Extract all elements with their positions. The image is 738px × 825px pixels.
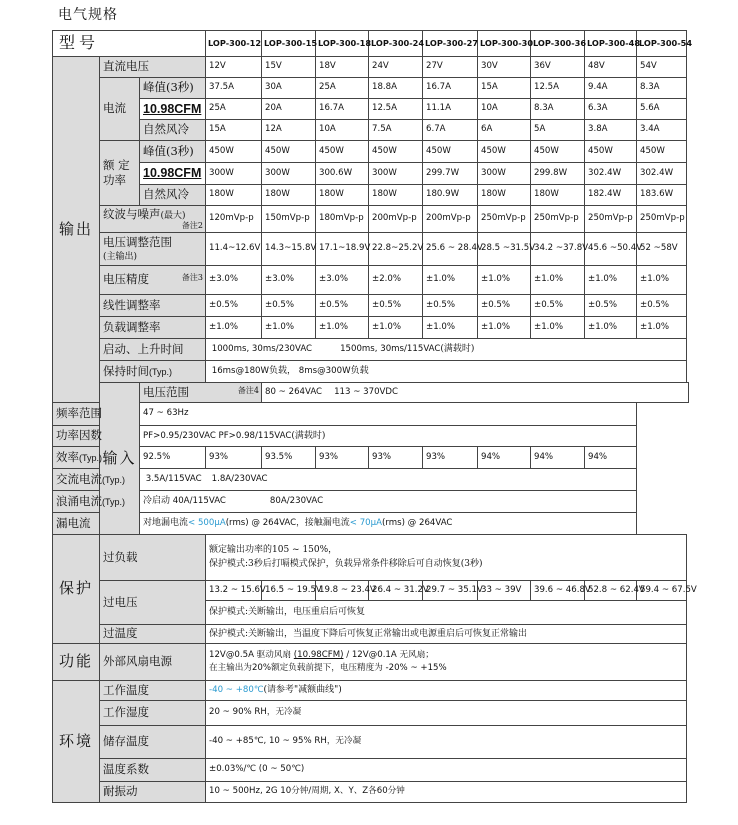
cell: 25.6 ~ 28.4V	[423, 233, 478, 266]
fan-line-1b: (10.98CFM)	[293, 650, 344, 661]
row-label: 启动、上升时间	[100, 339, 206, 361]
cell: 8.3A	[531, 99, 585, 120]
row-label	[100, 233, 206, 266]
leakage-p1: 对地漏电流	[143, 518, 189, 529]
row-label: 线性调整率	[100, 295, 206, 317]
cell: 450W	[423, 141, 478, 163]
cell: 94%	[531, 447, 585, 469]
cell: 183.6W	[637, 185, 687, 206]
cell: 15A	[478, 78, 531, 99]
cell: 16.7A	[423, 78, 478, 99]
cell: 12.5A	[531, 78, 585, 99]
cell: 93%	[369, 447, 423, 469]
work-humidity-value: 20 ~ 90% RH，无冷凝	[206, 701, 687, 726]
vibration-row	[53, 782, 689, 803]
pf-v1b: (满载时)	[291, 430, 326, 441]
cell: ±0.5%	[531, 295, 585, 317]
cell: 450W	[206, 141, 262, 163]
ac-current-v2: 1.8A/230VAC	[211, 473, 268, 484]
cell: 250mVp-p	[531, 206, 585, 233]
model-name: LOP-300-15	[262, 31, 316, 57]
sub-label: 自然风冷	[140, 120, 206, 141]
accuracy-label: 电压精度	[103, 272, 149, 287]
sub-label	[140, 163, 206, 185]
cell: 180W	[531, 185, 585, 206]
freq-range-row	[53, 403, 689, 426]
pf-value	[140, 426, 637, 447]
model-name: LOP-300-18	[316, 31, 369, 57]
load-reg-row	[53, 317, 689, 339]
fan-row	[53, 644, 689, 681]
fan-line-1a: 12V@0.5A 驱动风扇	[209, 650, 292, 661]
cell: 94%	[478, 447, 531, 469]
rise-time-row	[53, 339, 689, 361]
inrush-v1: 40A/115VAC	[172, 496, 226, 507]
cell: ±1.0%	[206, 317, 262, 339]
cfm-label: 10.98CFM	[143, 166, 202, 181]
note-4: 备注4	[237, 385, 259, 395]
leakage-p3: 接触漏电流	[304, 518, 350, 529]
cell: 37.5A	[206, 78, 262, 99]
cell: 54V	[637, 57, 687, 78]
fan-value	[206, 644, 687, 681]
rated-power-label	[100, 141, 140, 206]
cell: 11.1A	[423, 99, 478, 120]
leakage-p4: (rms) @ 264VAC	[381, 518, 453, 529]
power-peak-row	[53, 141, 689, 163]
cell: 25A	[206, 99, 262, 120]
hold-time-value	[206, 361, 687, 383]
cell: 9.4A	[585, 78, 637, 99]
cell: 180W	[478, 185, 531, 206]
input-voltage-row	[53, 383, 689, 403]
cell: 450W	[637, 141, 687, 163]
cell: 450W	[531, 141, 585, 163]
category-output: 输出	[53, 57, 100, 403]
inrush-v2: 80A/230VAC	[269, 496, 324, 507]
hold-time-row	[53, 361, 689, 383]
hold-time-v2b: 负载	[350, 366, 369, 377]
cell: 299.7W	[423, 163, 478, 185]
cell: 12.5A	[369, 99, 423, 120]
work-temp-note: (请参考"减额曲线")	[263, 685, 342, 696]
otp-value: 保护模式:关断输出，当温度下降后可恢复正常输出或电源重启后可恢复正常输出	[206, 625, 687, 644]
cell: 94%	[585, 447, 637, 469]
cell: 150mVp-p	[262, 206, 316, 233]
model-name: LOP-300-12	[206, 31, 262, 57]
ac-current-typ: (Typ.)	[102, 474, 126, 485]
model-name: LOP-300-48	[585, 31, 637, 57]
cell: 450W	[316, 141, 369, 163]
ac-current-label: 交流电流	[56, 471, 102, 486]
rated-power-label-3: 功率	[103, 173, 126, 187]
power-cfm-row	[53, 163, 689, 185]
leakage-value	[140, 513, 637, 535]
voltage-range-value	[262, 383, 689, 403]
row-label: 功率因数	[53, 426, 140, 447]
inrush-cold: 冷启动	[143, 496, 171, 507]
cell: 16.5 ~ 19.5V	[262, 581, 316, 601]
current-cfm-row	[53, 99, 689, 120]
cell: 36V	[531, 57, 585, 78]
cell: 20A	[262, 99, 316, 120]
inrush-row	[53, 491, 689, 513]
line-reg-row	[53, 295, 689, 317]
category-input: 输入	[100, 383, 140, 535]
row-label: 过温度	[100, 625, 206, 644]
cell: 250mVp-p	[585, 206, 637, 233]
efficiency-row	[53, 447, 689, 469]
cell: ±1.0%	[637, 266, 687, 295]
cell: ±0.5%	[262, 295, 316, 317]
cell: 26.4 ~ 31.2V	[369, 581, 423, 601]
row-label: 工作温度	[100, 681, 206, 701]
ripple-row	[53, 206, 689, 233]
freq-range-value: 47 ~ 63Hz	[140, 403, 637, 426]
model-name: LOP-300-54	[637, 31, 687, 57]
row-label: 过电压	[100, 581, 206, 625]
current-label: 电流	[100, 78, 140, 141]
cell: 300W	[262, 163, 316, 185]
otp-row	[53, 625, 689, 644]
cell: 302.4W	[637, 163, 687, 185]
model-name: LOP-300-24	[369, 31, 423, 57]
cell: 250mVp-p	[637, 206, 687, 233]
cell: ±0.5%	[369, 295, 423, 317]
category-protection: 保护	[53, 535, 100, 644]
cell: ±0.5%	[316, 295, 369, 317]
cell: 22.8~25.2V	[369, 233, 423, 266]
row-label: 过负载	[100, 535, 206, 581]
cell: 182.4W	[585, 185, 637, 206]
ovp-mode: 保护模式:关断输出，电压重启后可恢复	[206, 601, 687, 625]
sub-label	[140, 99, 206, 120]
row-label	[100, 266, 206, 295]
overload-value	[206, 535, 687, 581]
cell: 450W	[262, 141, 316, 163]
cell: 180mVp-p	[316, 206, 369, 233]
ac-current-v1: 3.5A/115VAC	[145, 473, 202, 484]
note-3: 备注3	[181, 273, 203, 283]
note-2: 备注2	[181, 221, 203, 231]
ovp-values-row	[53, 581, 689, 601]
hold-time-label: 保持时间	[103, 363, 149, 378]
page-title: 电气规格	[58, 7, 118, 23]
inrush-value	[140, 491, 637, 513]
cell: 300W	[206, 163, 262, 185]
cell: 30V	[478, 57, 531, 78]
work-temp-range: -40 ~ +80℃	[209, 685, 264, 696]
cell: 39.6 ~ 46.8V	[531, 581, 585, 601]
vibration-value: 10 ~ 500Hz, 2G 10分钟/周期, X、Y、Z各60分钟	[206, 782, 687, 803]
row-label	[100, 361, 206, 383]
cell: 18.8A	[369, 78, 423, 99]
hold-time-v2: 8ms@300W	[298, 366, 351, 377]
cell: ±1.0%	[531, 266, 585, 295]
sub-label: 自然风冷	[140, 185, 206, 206]
temp-coef-row	[53, 759, 689, 782]
cell: 300W	[369, 163, 423, 185]
overload-row	[53, 535, 689, 581]
voltage-range-v1: 80 ~ 264VAC	[265, 386, 323, 397]
cell: 45.6 ~50.4V	[585, 233, 637, 266]
model-name: LOP-300-27	[423, 31, 478, 57]
cell: ±1.0%	[531, 317, 585, 339]
model-name: LOP-300-30	[478, 31, 531, 57]
sub-label: 峰值(3秒)	[140, 78, 206, 99]
overload-line-1: 额定输出功率的105 ~ 150%，	[209, 545, 338, 555]
cell: ±1.0%	[262, 317, 316, 339]
pf-v1: PF>0.95/230VAC PF>0.98/115VAC	[143, 430, 292, 441]
cell: 27V	[423, 57, 478, 78]
cell: 300W	[478, 163, 531, 185]
cell: 93%	[423, 447, 478, 469]
header-row	[53, 31, 689, 57]
hold-time-v1b: 负载，	[269, 366, 297, 377]
row-label	[53, 491, 140, 513]
row-label: 温度系数	[100, 759, 206, 782]
cell: ±0.5%	[423, 295, 478, 317]
cell: ±3.0%	[262, 266, 316, 295]
row-label: 外部风扇电源	[100, 644, 206, 681]
work-humidity-row	[53, 701, 689, 726]
cell: 5A	[531, 120, 585, 141]
cell: 48V	[585, 57, 637, 78]
cell: 93%	[206, 447, 262, 469]
category-environment: 环境	[53, 681, 100, 803]
cell: 92.5%	[140, 447, 206, 469]
voltage-range-label: 电压范围	[143, 384, 189, 399]
cell: ±0.5%	[585, 295, 637, 317]
rise-time-v2b: (满载时)	[440, 344, 475, 355]
storage-value: -40 ~ +85℃, 10 ~ 95% RH，无冷凝	[206, 726, 687, 759]
cell: 200mVp-p	[423, 206, 478, 233]
cell: ±1.0%	[478, 266, 531, 295]
temp-coef-value: ±0.03%/℃ (0 ~ 50℃)	[206, 759, 687, 782]
cell: 11.4~12.6V	[206, 233, 262, 266]
cell: 180W	[206, 185, 262, 206]
cell: 180.9W	[423, 185, 478, 206]
cell: 17.1~18.9V	[316, 233, 369, 266]
current-natural-row	[53, 120, 689, 141]
accuracy-row	[53, 266, 689, 295]
cell: ±1.0%	[478, 317, 531, 339]
work-temp-value	[206, 681, 687, 701]
cell: 3.8A	[585, 120, 637, 141]
cell: 302.4W	[585, 163, 637, 185]
leakage-b2: < 70μA	[349, 518, 382, 529]
cell: 450W	[369, 141, 423, 163]
ac-current-row	[53, 469, 689, 491]
cell: 6.3A	[585, 99, 637, 120]
cell: ±1.0%	[585, 317, 637, 339]
category-function: 功能	[53, 644, 100, 681]
cell: 12V	[206, 57, 262, 78]
hold-time-v1: 16ms@180W	[211, 366, 270, 377]
cell: 250mVp-p	[478, 206, 531, 233]
cell: ±3.0%	[206, 266, 262, 295]
cell: 200mVp-p	[369, 206, 423, 233]
cell: ±3.0%	[316, 266, 369, 295]
cell: 28.5 ~31.5V	[478, 233, 531, 266]
cell: 180W	[262, 185, 316, 206]
inrush-typ: (Typ.)	[102, 496, 126, 507]
cell: ±1.0%	[423, 317, 478, 339]
rated-power-label-2: 定	[118, 158, 130, 173]
leakage-b1: < 500μA	[188, 518, 226, 529]
cell: 30A	[262, 78, 316, 99]
cell: 300.6W	[316, 163, 369, 185]
cell: 19.8 ~ 23.4V	[316, 581, 369, 601]
efficiency-label: 效率	[56, 449, 79, 464]
rise-time-value	[206, 339, 687, 361]
spec-table	[52, 30, 697, 803]
cell: ±1.0%	[316, 317, 369, 339]
cell: ±0.5%	[206, 295, 262, 317]
cell: 93%	[316, 447, 369, 469]
cell: 6A	[478, 120, 531, 141]
fan-line-1c: / 12V@0.1A 无风扇；	[346, 650, 434, 661]
cell: 15V	[262, 57, 316, 78]
cell: 13.2 ~ 15.6V	[206, 581, 262, 601]
cell: 59.4 ~ 67.5V	[637, 581, 687, 601]
row-label: 负载调整率	[100, 317, 206, 339]
cell: 5.6A	[637, 99, 687, 120]
pf-row	[53, 426, 689, 447]
adj-range-row	[53, 233, 689, 266]
cell: 93.5%	[262, 447, 316, 469]
cell: 16.7A	[316, 99, 369, 120]
fan-line-2: 在主输出为20%额定负载前提下，电压精度为 -20% ~ +15%	[209, 663, 447, 673]
cell: ±1.0%	[637, 317, 687, 339]
cell: 3.4A	[637, 120, 687, 141]
cell: 7.5A	[369, 120, 423, 141]
row-label: 直流电压	[100, 57, 206, 78]
cell: 180W	[369, 185, 423, 206]
cell: 299.8W	[531, 163, 585, 185]
work-temp-row	[53, 681, 689, 701]
cell: ±1.0%	[369, 317, 423, 339]
cell: 18V	[316, 57, 369, 78]
adj-range-label-2: (主输出)	[103, 251, 138, 262]
cell: ±1.0%	[585, 266, 637, 295]
cell: 25A	[316, 78, 369, 99]
cell: 10A	[316, 120, 369, 141]
cell: 14.3~15.8V	[262, 233, 316, 266]
cell: 24V	[369, 57, 423, 78]
efficiency-typ: (Typ.)	[79, 452, 103, 463]
cfm-label: 10.98CFM	[143, 101, 202, 116]
cell: ±0.5%	[637, 295, 687, 317]
cell: 8.3A	[637, 78, 687, 99]
cell: 52 ~58V	[637, 233, 687, 266]
storage-row	[53, 726, 689, 759]
row-label: 工作湿度	[100, 701, 206, 726]
row-label	[140, 383, 262, 403]
row-label: 储存温度	[100, 726, 206, 759]
current-peak-row	[53, 78, 689, 99]
cell: ±1.0%	[423, 266, 478, 295]
cell: 15A	[206, 120, 262, 141]
leakage-row	[53, 513, 689, 535]
ac-current-value	[140, 469, 637, 491]
row-label: 频率范围	[53, 403, 140, 426]
ripple-label-small: (最大)	[160, 210, 186, 221]
rated-power-label-1: 额	[103, 158, 115, 173]
power-natural-row	[53, 185, 689, 206]
ripple-label: 纹波与噪声	[103, 206, 161, 221]
rise-time-v1: 1000ms, 30ms/230VAC	[211, 344, 313, 355]
model-label: 型号	[53, 31, 206, 57]
cell: 34.2 ~37.8V	[531, 233, 585, 266]
hold-time-typ: (Typ.)	[149, 366, 173, 377]
rise-time-v2: 1500ms, 30ms/115VAC	[340, 344, 441, 355]
row-label	[100, 206, 206, 233]
cell: 120mVp-p	[206, 206, 262, 233]
row-label	[53, 469, 140, 491]
cell: ±2.0%	[369, 266, 423, 295]
leakage-p2: (rms) @ 264VAC，	[225, 518, 305, 529]
dc-voltage-row	[53, 57, 689, 78]
adj-range-label: 电压调整范围	[103, 234, 172, 249]
cell: 6.7A	[423, 120, 478, 141]
cell: 450W	[585, 141, 637, 163]
cell: 10A	[478, 99, 531, 120]
overload-line-2: 保护模式:3秒后打嗝模式保护，负载异常条件移除后可自动恢复(3秒)	[209, 558, 483, 569]
cell: 52.8 ~ 62.4V	[585, 581, 637, 601]
row-label: 耐振动	[100, 782, 206, 803]
cell: 33 ~ 39V	[478, 581, 531, 601]
cell: 180W	[316, 185, 369, 206]
voltage-range-v2: 113 ~ 370VDC	[334, 386, 399, 397]
model-name: LOP-300-36	[531, 31, 585, 57]
inrush-label: 浪涌电流	[56, 493, 102, 508]
cell: ±0.5%	[478, 295, 531, 317]
sub-label: 峰值(3秒)	[140, 141, 206, 163]
cell: 29.7 ~ 35.1V	[423, 581, 478, 601]
cell: 450W	[478, 141, 531, 163]
row-label: 漏电流	[53, 513, 140, 535]
cell: 12A	[262, 120, 316, 141]
